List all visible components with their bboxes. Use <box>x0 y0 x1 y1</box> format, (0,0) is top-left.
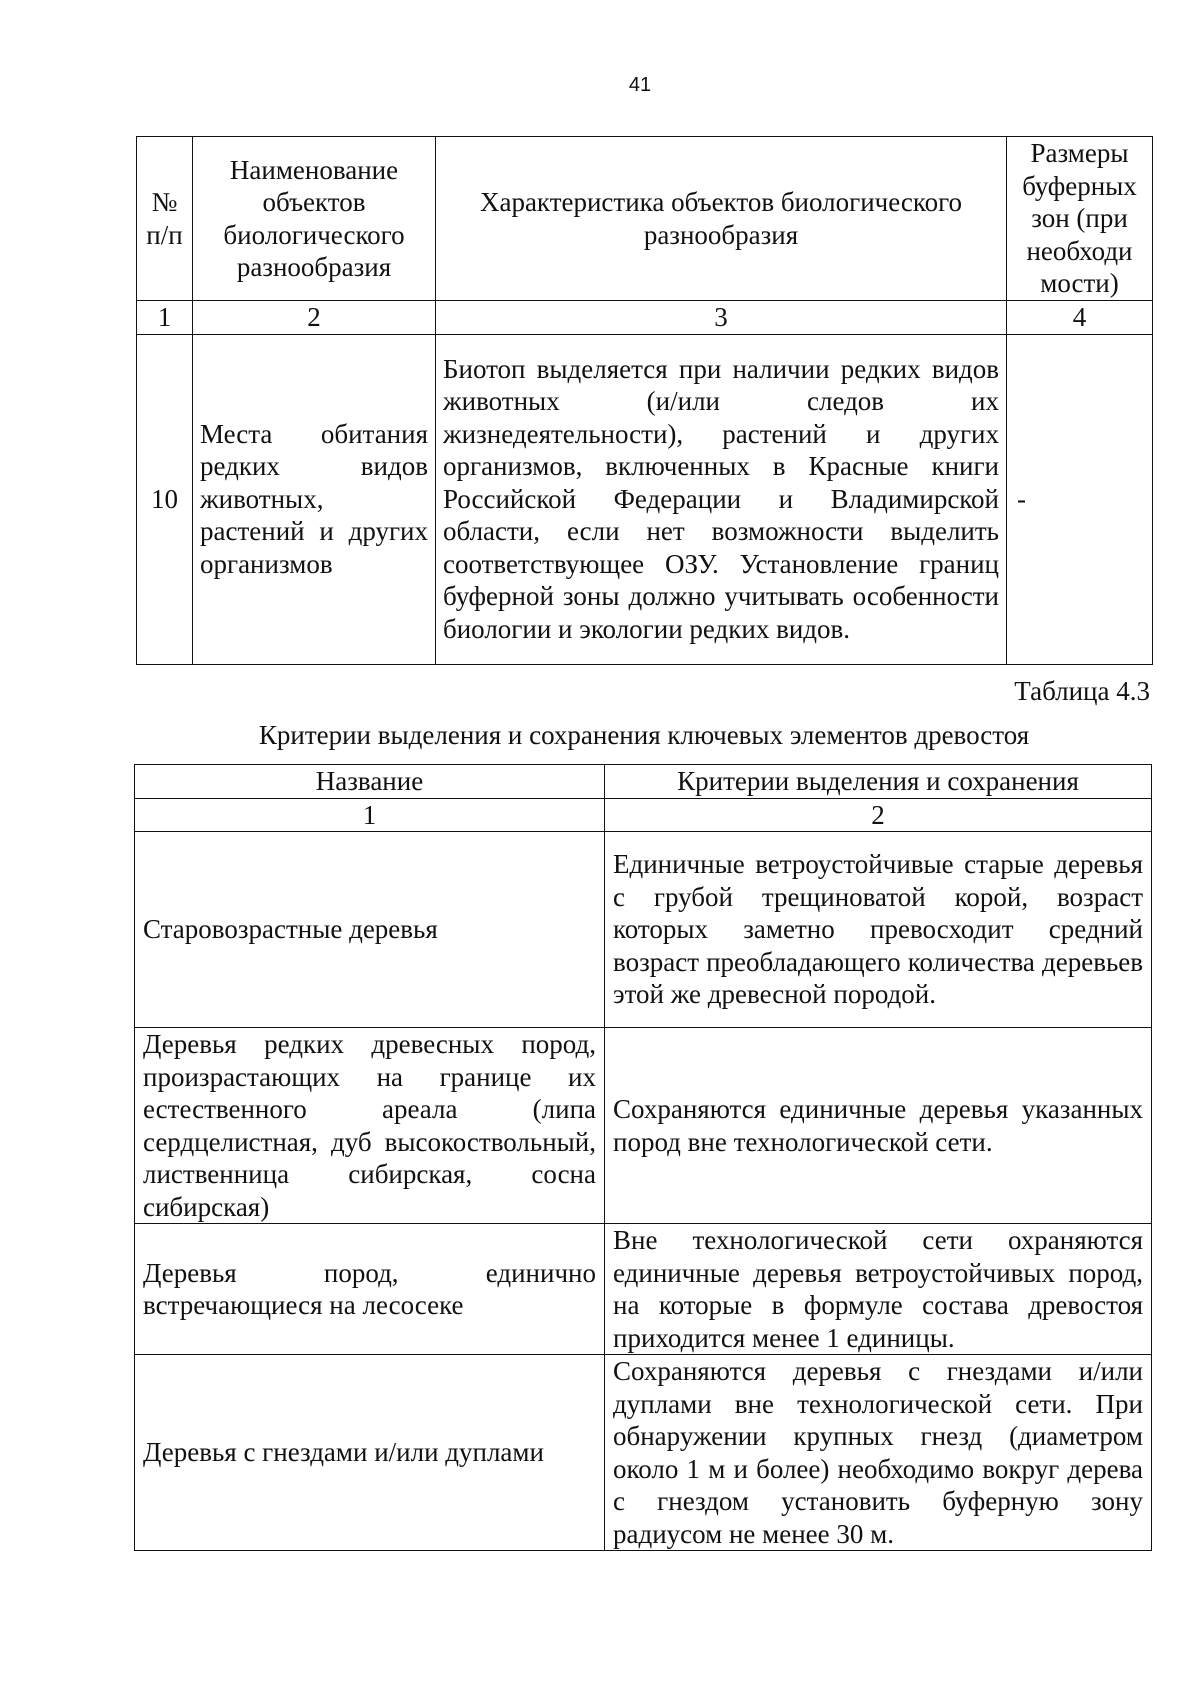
element-name: Деревья пород, единично встречающиеся на лесосеке <box>135 1224 605 1355</box>
buffer-size: - <box>1007 334 1153 664</box>
header-object-name: Наименование объектов биологического разнообразия <box>193 137 436 301</box>
column-number: 2 <box>605 798 1152 832</box>
table-row <box>137 334 1153 664</box>
column-number-row <box>137 301 1153 335</box>
header-buffer-size: Размеры буферных зон (при необходи мости) <box>1007 137 1153 301</box>
object-name: Места обитания редких видов животных, растений и других организмов <box>193 334 436 664</box>
table-header-row <box>137 137 1153 301</box>
element-name: Старовозрастные деревья <box>135 832 605 1028</box>
table-row <box>135 1355 1152 1551</box>
table-caption: Таблица 4.3 <box>1014 676 1150 706</box>
table-row <box>135 1224 1152 1355</box>
header-characteristic: Характеристика объектов биологического разнообразия <box>436 137 1007 301</box>
header-name: Название <box>135 765 605 799</box>
key-elements-table <box>134 764 1152 1551</box>
element-criteria: Единичные ветроустойчивые старые деревья с грубой трещиноватой корой, возраст которых заметно превосходит средний возраст преобладающего количества деревьев этой же древесной породой. <box>605 832 1152 1028</box>
element-criteria: Сохраняются единичные деревья указанных пород вне технологической сети. <box>605 1028 1152 1224</box>
element-name: Деревья с гнездами и/или дуплами <box>135 1355 605 1551</box>
header-criteria: Критерии выделения и сохранения <box>605 765 1152 799</box>
column-number-row <box>135 798 1152 832</box>
column-number: 2 <box>193 301 436 335</box>
table-row <box>135 1028 1152 1224</box>
column-number: 1 <box>135 798 605 832</box>
element-criteria: Сохраняются деревья с гнездами и/или дуплами вне технологической сети. При обнаружении крупных гнезд (диаметром около 1 м и более) необходимо вокруг дерева с гнездом установить буферную зону радиусом не менее 30 м. <box>605 1355 1152 1551</box>
element-name: Деревья редких древесных пород, произрастающих на границе их естественного ареала (липа сердцелистная, дуб высокоствольный, лиственница сибирская, сосна сибирская) <box>135 1028 605 1224</box>
biodiversity-objects-table <box>136 136 1153 665</box>
page-number: 41 <box>628 74 652 96</box>
table-header-row <box>135 765 1152 799</box>
object-characteristic: Биотоп выделяется при наличии редких видов животных (и/или следов их жизнедеятельности), растений и других организмов, включенных в Красные книги Российской Федерации и Владимирской области, если нет возможности выделить соответствующее ОЗУ. Установление границ буферной зоны должно учитывать особенности биологии и экологии редких видов. <box>436 334 1007 664</box>
row-number: 10 <box>137 334 193 664</box>
column-number: 1 <box>137 301 193 335</box>
element-criteria: Вне технологической сети охраняются единичные деревья ветроустойчивых пород, на которые в формуле состава древостоя приходится менее 1 единицы. <box>605 1224 1152 1355</box>
column-number: 3 <box>436 301 1007 335</box>
table-row <box>135 832 1152 1028</box>
column-number: 4 <box>1007 301 1153 335</box>
header-number: № п/п <box>137 137 193 301</box>
table-title: Критерии выделения и сохранения ключевых элементов древостоя <box>258 720 1030 750</box>
